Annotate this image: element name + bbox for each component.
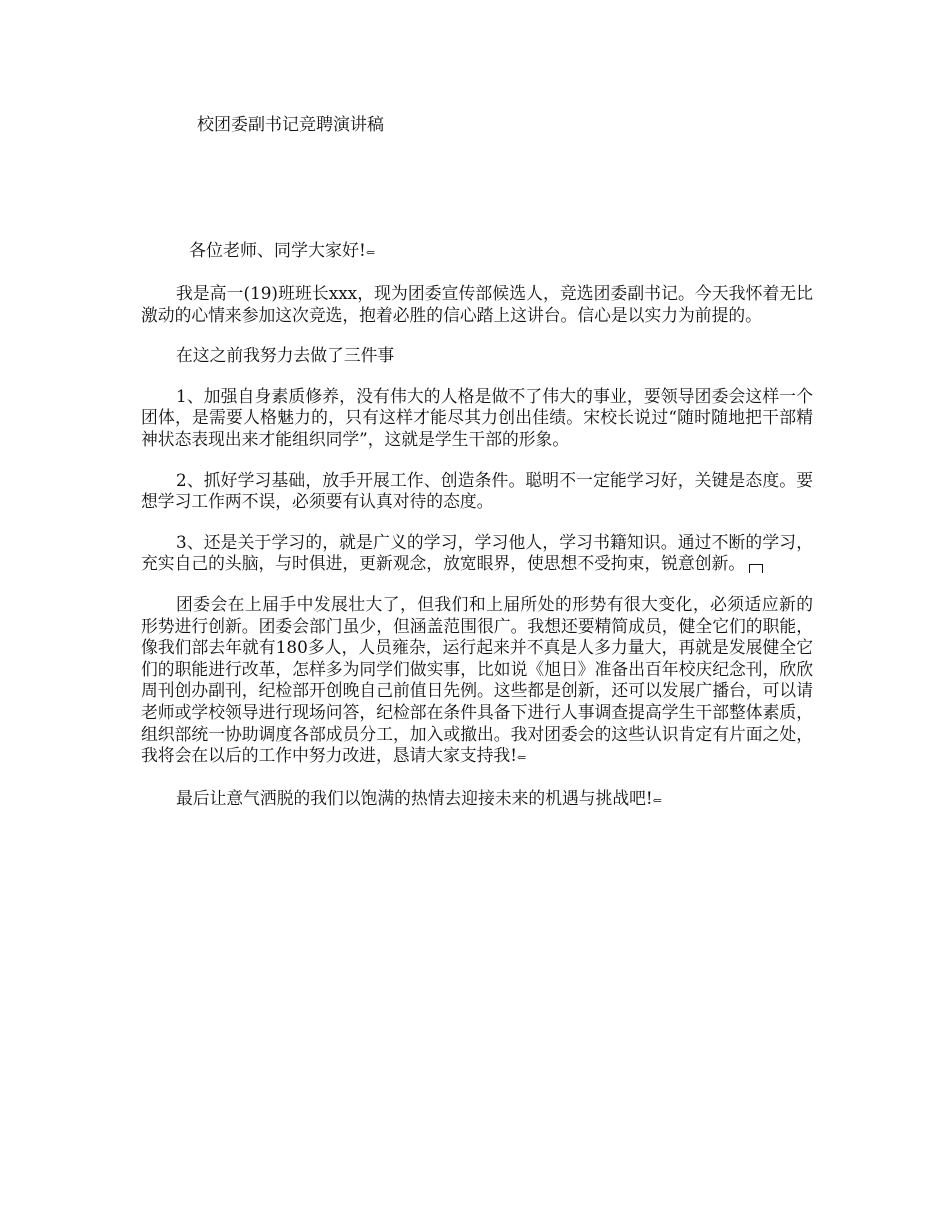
paragraph-reform-text: 团委会在上届手中发展壮大了，但我们和上届所处的形势有很大变化，必须适应新的形势进行创新。团委会部门虽少，但涵盖范围很广。我想还要精简成员，健全它们的职能，像我们部去年就有180多人，人员雍杂，运行起来并不真是人多力量大，再就是发展健全它们的职能进行改革，怎样多为同学们做实事，比如说《旭日》准备出百年校庆纪念刊，欣欣周刊创办副刊，纪检部开创晚自己前值日先例。这些都是创新，还可以发展广播台，可以请老师或学校领导进行现场问答，纪检部在条件具备下进行人事调查提高学生干部整体素质，组织部统一协助调度各部成员分工，加入或撤出。我对团委会的这些认识肯定有片面之处，我将会在以后的工作中努力改进，恳请大家支持我! bbox=[141, 593, 813, 766]
paragraph-reform bbox=[141, 594, 813, 769]
paragraph-three-things: 在这之前我努力去做了三件事 bbox=[176, 345, 395, 366]
paragraph-point-3-text: 3、还是关于学习的，就是广义的学习，学习他人，学习书籍知识。通过不断的学习，充实自己的头脑，与时俱进，更新观念，放宽眼界，使思想不受拘束，锐意创新。 bbox=[141, 531, 813, 574]
paragraph-mark-icon: ⇐ bbox=[365, 246, 375, 259]
paragraph-closing-text: 最后让意气洒脱的我们以饱满的热情去迎接未来的机遇与挑战吧! bbox=[176, 787, 653, 808]
greeting-line bbox=[189, 240, 374, 264]
document-title: 校团委副书记竞聘演讲稿 bbox=[197, 115, 384, 135]
paragraph-intro: 我是高一(19)班班长xxx，现为团委宣传部候选人，竞选团委副书记。今天我怀着无比激动的心情来参加这次竞选，抱着必胜的信心踏上这讲台。信心是以实力为前提的。 bbox=[141, 283, 813, 325]
greeting-text: 各位老师、同学大家好! bbox=[189, 241, 366, 261]
section-break-icon bbox=[749, 564, 763, 573]
paragraph-point-2: 2、抓好学习基础，放手开展工作、创造条件。聪明不一定能学习好，关键是态度。要想学习工作两不误，必须要有认真对待的态度。 bbox=[141, 469, 813, 512]
paragraph-point-3 bbox=[141, 532, 813, 575]
paragraph-mark-icon: ⇐ bbox=[516, 751, 526, 765]
paragraph-mark-icon: ⇐ bbox=[652, 793, 661, 807]
paragraph-closing bbox=[141, 788, 813, 812]
paragraph-point-1: 1、加强自身素质修养，没有伟大的人格是做不了伟大的事业，要领导团委会这样一个团体，是需要人格魅力的，只有这样才能尽其力创出佳绩。宋校长说过“随时随地把干部精神状态表现出来才能组织同学”，这就是学生干部的形象。 bbox=[141, 385, 813, 449]
document-body bbox=[141, 283, 813, 830]
